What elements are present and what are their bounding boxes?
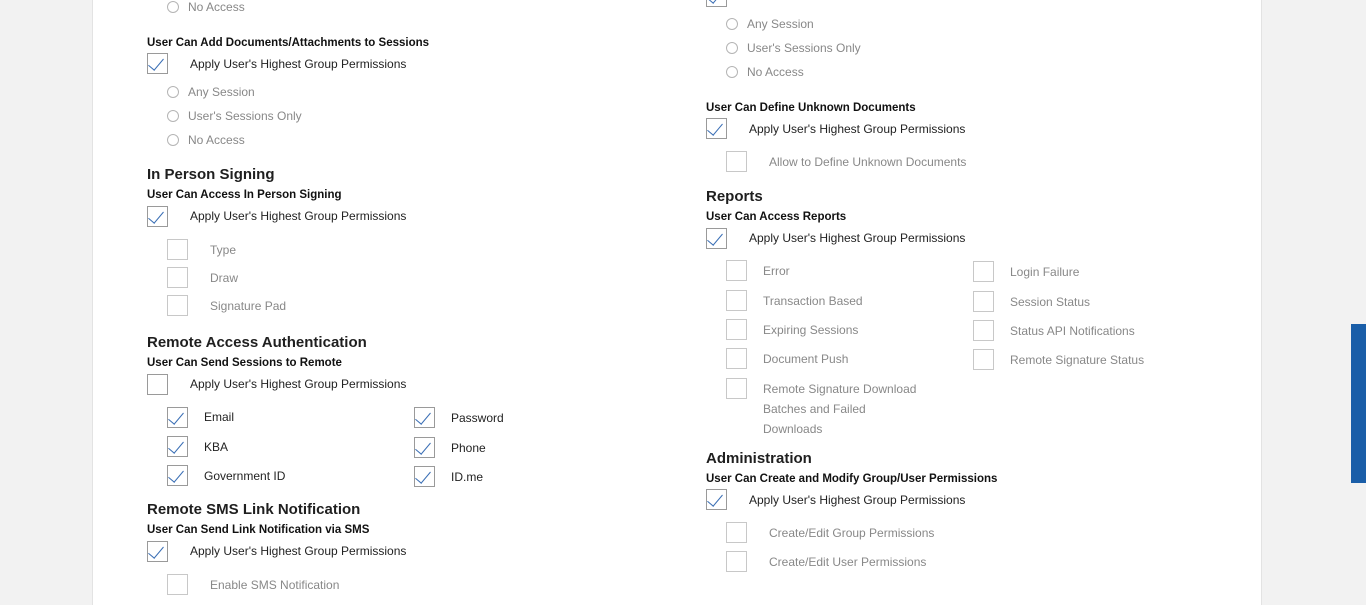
report-remote-signature-status-checkbox[interactable] [973, 349, 994, 370]
checkbox-label: Create/Edit Group Permissions [769, 526, 935, 540]
admin-apply-label: Apply User's Highest Group Permissions [749, 493, 966, 507]
radio-any-session[interactable] [726, 18, 738, 30]
enable-sms-checkbox[interactable] [167, 574, 188, 595]
radio-users-sessions-only[interactable] [167, 110, 179, 122]
checkbox-label: Enable SMS Notification [210, 578, 340, 592]
checkbox-label: Remote Signature Status [1010, 353, 1145, 367]
checkmark-icon [707, 229, 723, 246]
checkmark-icon [148, 54, 164, 71]
radio-label: User's Sessions Only [747, 41, 861, 55]
attachments-title: User Can Add Documents/Attachments to Sessions [147, 37, 430, 49]
reports-apply-checkbox[interactable] [706, 228, 727, 249]
checkbox-label: Signature Pad [210, 299, 287, 313]
checkmark-icon [707, 119, 723, 136]
checkmark-icon [415, 438, 431, 455]
radio-label: Any Session [747, 17, 814, 31]
top-apply-checkbox[interactable] [706, 0, 727, 7]
checkmark-icon [415, 467, 431, 484]
section-in-person-signing: In Person Signing [147, 166, 275, 183]
attachments-apply-checkbox[interactable] [147, 53, 168, 74]
report-session-status-checkbox[interactable] [973, 291, 994, 312]
scrollbar-thumb[interactable] [1351, 324, 1366, 483]
checkmark-icon [148, 542, 164, 559]
unknown-docs-apply-label: Apply User's Highest Group Permissions [749, 122, 966, 136]
checkbox-label: Batches and Failed [763, 402, 866, 416]
radio-any-session[interactable] [167, 86, 179, 98]
checkbox-label: Phone [451, 441, 486, 455]
checkbox-label: Government ID [204, 469, 286, 483]
radio-no-access[interactable] [167, 134, 179, 146]
idme-checkbox[interactable] [414, 466, 435, 487]
checkmark-icon [415, 408, 431, 425]
checkbox-label: Draw [210, 271, 239, 285]
phone-checkbox[interactable] [414, 437, 435, 458]
checkbox-label: Expiring Sessions [763, 323, 859, 337]
signature-pad-checkbox[interactable] [167, 295, 188, 316]
report-remote-signature-download-checkbox[interactable] [726, 378, 747, 399]
in-person-apply-checkbox[interactable] [147, 206, 168, 227]
allow-define-unknown-checkbox[interactable] [726, 151, 747, 172]
sms-apply-checkbox[interactable] [147, 541, 168, 562]
radio-no-access-top[interactable] [167, 1, 179, 13]
checkbox-label: Type [210, 243, 237, 257]
radio-label: User's Sessions Only [188, 109, 302, 123]
reports-apply-label: Apply User's Highest Group Permissions [749, 231, 966, 245]
report-error-checkbox[interactable] [726, 260, 747, 281]
checkmark-icon [168, 466, 184, 483]
sms-apply-label: Apply User's Highest Group Permissions [190, 544, 407, 558]
checkbox-label: Status API Notifications [1010, 324, 1135, 338]
checkbox-label: Remote Signature Download [763, 382, 917, 396]
attachments-apply-label: Apply User's Highest Group Permissions [190, 57, 407, 71]
government-id-checkbox[interactable] [167, 465, 188, 486]
radio-label: No Access [188, 0, 245, 14]
radio-users-sessions-only[interactable] [726, 42, 738, 54]
sms-title: User Can Send Link Notification via SMS [147, 524, 370, 536]
checkbox-label: Error [763, 264, 790, 278]
section-reports: Reports [706, 188, 763, 205]
checkmark-icon [168, 437, 184, 454]
checkmark-icon [707, 0, 723, 4]
unknown-docs-apply-checkbox[interactable] [706, 118, 727, 139]
type-checkbox[interactable] [167, 239, 188, 260]
radio-label: No Access [188, 133, 245, 147]
section-remote-access-auth: Remote Access Authentication [147, 334, 367, 351]
report-login-failure-checkbox[interactable] [973, 261, 994, 282]
reports-title: User Can Access Reports [706, 211, 847, 223]
checkbox-label: Session Status [1010, 295, 1091, 309]
checkbox-label: Create/Edit User Permissions [769, 555, 927, 569]
admin-title: User Can Create and Modify Group/User Permissions [706, 473, 998, 485]
checkbox-label: Transaction Based [763, 294, 863, 308]
checkbox-label: KBA [204, 440, 229, 454]
radio-no-access[interactable] [726, 66, 738, 78]
create-edit-group-checkbox[interactable] [726, 522, 747, 543]
checkmark-icon [148, 207, 164, 224]
section-administration: Administration [706, 450, 812, 467]
remote-auth-apply-label: Apply User's Highest Group Permissions [190, 377, 407, 391]
report-status-api-checkbox[interactable] [973, 320, 994, 341]
checkbox-label: Document Push [763, 352, 849, 366]
create-edit-user-checkbox[interactable] [726, 551, 747, 572]
section-remote-sms: Remote SMS Link Notification [147, 501, 361, 518]
remote-auth-apply-checkbox[interactable] [147, 374, 168, 395]
email-checkbox[interactable] [167, 407, 188, 428]
checkbox-label: Downloads [763, 422, 823, 436]
checkmark-icon [168, 408, 184, 425]
checkbox-label: Password [451, 411, 504, 425]
checkmark-icon [707, 490, 723, 507]
report-document-push-checkbox[interactable] [726, 348, 747, 369]
radio-label: No Access [747, 65, 804, 79]
radio-label: Any Session [188, 85, 255, 99]
checkbox-label: Login Failure [1010, 265, 1080, 279]
password-checkbox[interactable] [414, 407, 435, 428]
admin-apply-checkbox[interactable] [706, 489, 727, 510]
report-transaction-based-checkbox[interactable] [726, 290, 747, 311]
checkbox-label: Allow to Define Unknown Documents [769, 155, 967, 169]
in-person-title: User Can Access In Person Signing [147, 189, 342, 201]
unknown-docs-title: User Can Define Unknown Documents [706, 102, 916, 114]
report-expiring-sessions-checkbox[interactable] [726, 319, 747, 340]
remote-auth-title: User Can Send Sessions to Remote [147, 357, 342, 369]
draw-checkbox[interactable] [167, 267, 188, 288]
kba-checkbox[interactable] [167, 436, 188, 457]
checkbox-label: Email [204, 410, 235, 424]
in-person-apply-label: Apply User's Highest Group Permissions [190, 209, 407, 223]
checkbox-label: ID.me [451, 470, 484, 484]
